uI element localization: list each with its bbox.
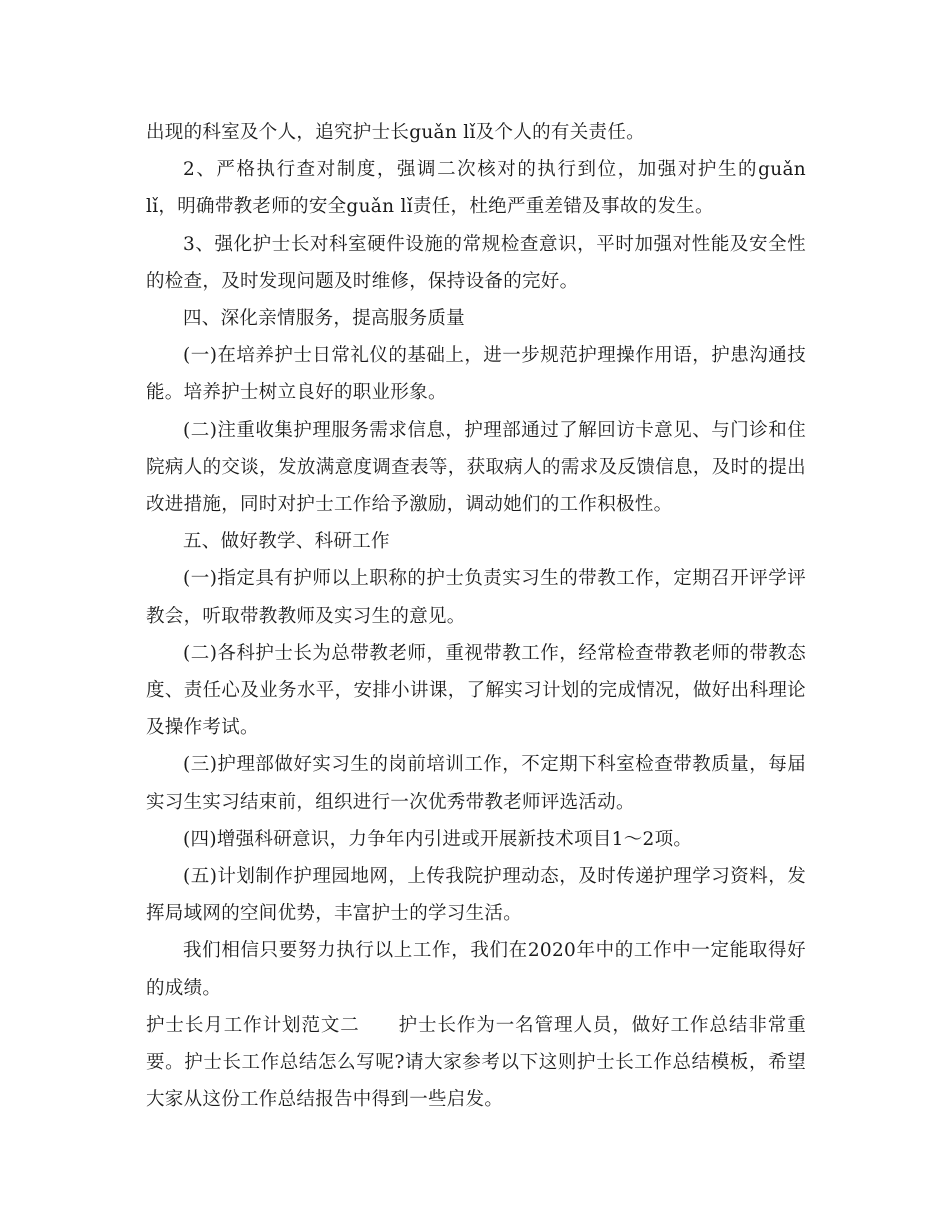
section-heading-5: 五、做好教学、科研工作 bbox=[183, 531, 390, 553]
paragraph-11: (四)增强科研意识，力争年内引进或开展新技术项目1～2项。 bbox=[183, 828, 693, 850]
paragraph-5: (一)在培养护士日常礼仪的基础上，进一步规范护理操作用语，护患沟通技能。培养护士树立良好的职业形象。 bbox=[146, 345, 806, 404]
paragraph-1: 出现的科室及个人，追究护士长guǎn lǐ及个人的有关责任。 bbox=[146, 122, 645, 143]
next-article-intro: 护士长月工作计划范文二 护士长作为一名管理人员，做好工作总结非常重要。护士长工作总结怎么写呢?请大家参考以下这则护士长工作总结模板，希望大家从这份工作总结报告中得到一些启发。 bbox=[146, 1014, 806, 1111]
paragraph-9: (二)各科护士长为总带教老师，重视带教工作，经常检查带教老师的带教态度、责任心及业务水平，安排小讲课，了解实习计划的完成情况，做好出科理论及操作考试。 bbox=[146, 642, 806, 739]
paragraph-2: 2、严格执行查对制度，强调二次核对的执行到位，加强对护生的guǎn lǐ，明确带教老师的安全guǎn lǐ责任，杜绝严重差错及事故的发生。 bbox=[146, 159, 806, 218]
paragraph-6: (二)注重收集护理服务需求信息，护理部通过了解回访卡意见、与门诊和住院病人的交谈，发放满意度调查表等，获取病人的需求及反馈信息，及时的提出改进措施，同时对护士工作给予激励，调动她们的工作积极性。 bbox=[146, 419, 806, 516]
paragraph-10: (三)护理部做好实习生的岗前培训工作，不定期下科室检查带教质量，每届实习生实习结束前，组织进行一次优秀带教老师评选活动。 bbox=[146, 754, 806, 813]
paragraph-12: (五)计划制作护理园地网，上传我院护理动态，及时传递护理学习资料，发挥局域网的空间优势，丰富护士的学习生活。 bbox=[146, 866, 806, 925]
section-heading-4: 四、深化亲情服务，提高服务质量 bbox=[183, 308, 466, 330]
document-body bbox=[146, 114, 806, 1118]
conclusion-paragraph: 我们相信只要努力执行以上工作，我们在2020年中的工作中一定能取得好的成绩。 bbox=[146, 940, 806, 999]
paragraph-3: 3、强化护士长对科室硬件设施的常规检查意识，平时加强对性能及安全性的检查，及时发现问题及时维修，保持设备的完好。 bbox=[146, 233, 806, 292]
paragraph-8: (一)指定具有护师以上职称的护士负责实习生的带教工作，定期召开评学评教会，听取带教教师及实习生的意见。 bbox=[146, 568, 806, 627]
